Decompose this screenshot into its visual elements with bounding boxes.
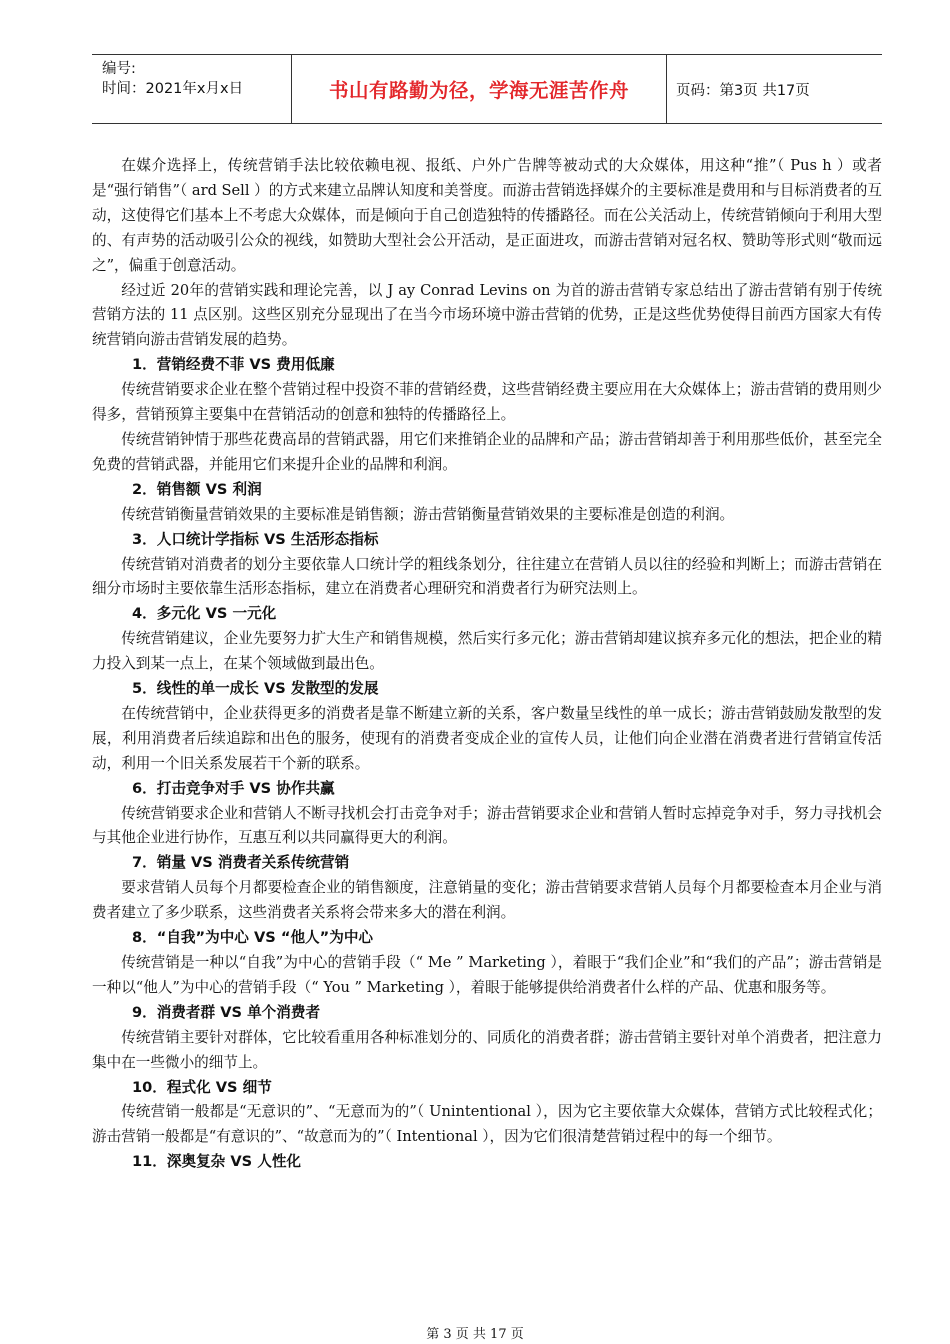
section-heading: 2．销售额 VS 利润 — [132, 480, 262, 498]
paragraph: 传统营销是一种以“自我”为中心的营销手段（“ Me ” Marketing ），着眼于“我们企业”和“我们的产品”；游击营销是一种以“他人”为中心的营销手段（“ You ” Marketing ），着眼于能够提供给消费者什么样的产品、优惠和服务等。 — [92, 954, 882, 996]
paragraph: 传统营销要求企业在整个营销过程中投资不菲的营销经费，这些营销经费主要应用在大众媒体上；游击营销的费用则少得多，营销预算主要集中在营销活动的创意和独特的传播路径上。 — [92, 381, 882, 424]
header-page-label: 页码：第3页 共17页 — [676, 82, 810, 99]
paragraph: 经过近 20年的营销实践和理论完善，以 J ay Conrad Levins on 为首的游击营销专家总结出了游击营销有别于传统营销方法的 11 点区别。这些区别充分显现出了在当今市场环境中游击营销的优势，正是这些优势使得目前西方国家大有传统营销向游击营销发展的趋势。 — [92, 281, 882, 349]
section-heading: 5．线性的单一成长 VS 发散型的发展 — [132, 680, 379, 698]
paragraph: 在传统营销中，企业获得更多的消费者是靠不断建立新的关系，客户数量呈线性的单一成长；游击营销鼓励发散型的发展，利用消费者后续追踪和出色的服务，使现有的消费者变成企业的宣传人员，让他们向企业潜在消费者进行营销宣传活动，利用一个旧关系发展若干个新的联系。 — [92, 704, 882, 772]
paragraph: 传统营销建议，企业先要努力扩大生产和销售规模，然后实行多元化；游击营销却建议摈弃多元化的想法，把企业的精力投入到某一点上，在某个领域做到最出色。 — [92, 630, 882, 673]
paragraph: 要求营销人员每个月都要检查企业的销售额度，注意销量的变化；游击营销要求营销人员每个月都要检查本月企业与消费者建立了多少联系，这些消费者关系将会带来多大的潜在利润。 — [92, 879, 882, 922]
section-heading: 11．深奥复杂 VS 人性化 — [132, 1153, 302, 1171]
page-footer: 第 3 页 共 17 页 — [426, 1327, 524, 1342]
section-heading: 1．营销经费不菲 VS 费用低廉 — [132, 356, 335, 374]
page-header — [92, 54, 882, 124]
document-body — [92, 154, 882, 1175]
section-heading: 4．多元化 VS 一元化 — [132, 605, 277, 623]
paragraph: 传统营销一般都是“无意识的”、“无意而为的”（ Unintentional ），因为它主要依靠大众媒体，营销方式比较程式化；游击营销一般都是“有意识的”、“故意而为的”（ Intentional ），因为它们很清楚营销过程中的每一个细节。 — [92, 1103, 882, 1146]
paragraph: 传统营销主要针对群体，它比较看重用各种标准划分的、同质化的消费者群；游击营销主要针对单个消费者，把注意力集中在一些微小的细节上。 — [92, 1028, 882, 1071]
section-heading: 7．销量 VS 消费者关系传统营销 — [132, 854, 350, 872]
paragraph: 在媒介选择上，传统营销手法比较依赖电视、报纸、户外广告牌等被动式的大众媒体，用这种“推”（ Pus h ）或者是“强行销售”（ ard Sell ）的方式来建立品牌认知度和美誉度。而游击营销选择媒介的主要标准是费用和与目标消费者的互动，这使得它们基本上不考虑大众媒体，而是倾向于自己创造独特的传播路径。而在公关活动上，传统营销倾向于利用大型的、有声势的活动吸引公众的视线，如赞助大型社会公开活动，是正面进攻，而游击营销对冠名权、赞助等形式则“敬而远之”，偏重于创意活动。 — [92, 157, 882, 274]
section-heading: 6．打击竞争对手 VS 协作共赢 — [132, 779, 335, 797]
paragraph: 传统营销衡量营销效果的主要标准是销售额；游击营销衡量营销效果的主要标准是创造的利润。 — [121, 505, 735, 523]
header-motto: 书山有路勤为径，学海无涯苦作舟 — [292, 55, 667, 123]
section-heading: 10．程式化 VS 细节 — [132, 1078, 272, 1096]
paragraph: 传统营销要求企业和营销人不断寻找机会打击竞争对手；游击营销要求企业和营销人暂时忘掉竞争对手，努力寻找机会与其他企业进行协作，互惠互利以共同赢得更大的利润。 — [92, 804, 882, 847]
header-meta — [92, 55, 292, 123]
paragraph: 传统营销对消费者的划分主要依靠人口统计学的粗线条划分，往往建立在营销人员以往的经验和判断上；而游击营销在细分市场时主要依靠生活形态指标，建立在消费者心理研究和消费者行为研究法则上。 — [92, 555, 882, 598]
section-heading: 3．人口统计学指标 VS 生活形态指标 — [132, 530, 379, 548]
paragraph: 传统营销钟情于那些花费高昂的营销武器，用它们来推销企业的品牌和产品；游击营销却善于利用那些低价，甚至完全免费的营销武器，并能用它们来提升企业的品牌和利润。 — [92, 430, 882, 473]
document-number-label: 编号: — [102, 61, 136, 77]
section-heading: 8．“自我”为中心 VS “他人”为中心 — [132, 929, 374, 947]
section-heading: 9．消费者群 VS 单个消费者 — [132, 1003, 321, 1021]
document-time-label: 时间：2021年x月x日 — [102, 81, 244, 97]
